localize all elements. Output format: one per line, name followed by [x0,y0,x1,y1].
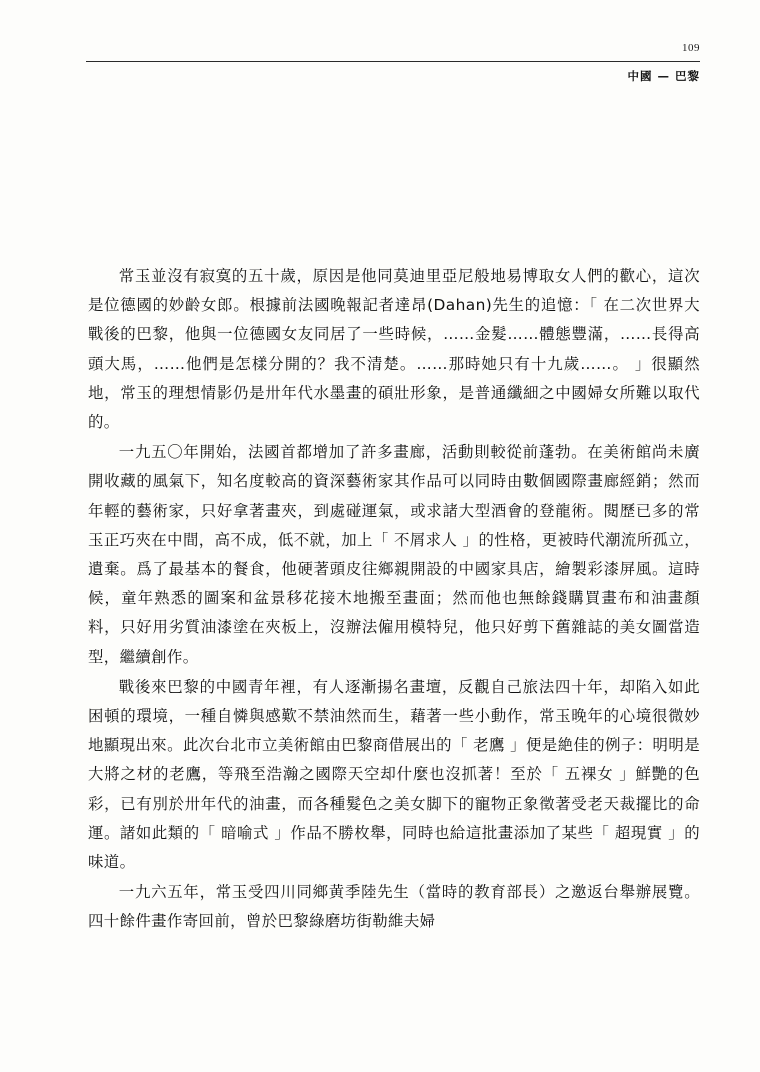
body-text [88,262,700,938]
paragraph: 戰後來巴黎的中國青年裡，有人逐漸揚名畫壇，反觀自己旅法四十年，却陷入如此困頓的環境，一種自憐與感歎不禁油然而生，藉著一些小動作，常玉晚年的心境很微妙地顯現出來。此次台北市立美術館由巴黎商借展出的「 老鷹 」便是絶佳的例子：明明是大將之材的老鷹，等飛至浩瀚之國際天空却什麼也沒抓著！至於「 五裸女 」鮮艷的色彩，已有別於卅年代的油畫，而各種髮色之美女脚下的寵物正象徵著受老天裁擺比的命運。諸如此類的「 暗喻式 」作品不勝枚舉，同時也給這批畫添加了某些「 超現實 」的味道。 [88,677,700,872]
paragraph: 常玉並沒有寂寞的五十歲，原因是他同莫迪里亞尼般地易博取女人們的歡心，這次是位德國的妙齡女郎。根據前法國晚報記者達昂(Dahan)先生的追憶：「 在二次世界大戰後的巴黎，他與一位德國女友同居了一些時候，……金髮……體態豐滿，……長得高頭大馬，……他們是怎樣分開的？我不清楚。……那時她只有十九歲……。 」很顯然地，常玉的理想情影仍是卅年代水墨畫的碩壯形象，是普通纖細之中國婦女所難以取代的。 [88,267,700,432]
page-number: 109 [682,42,700,54]
page-content-area [88,0,700,1072]
header-divider [86,61,700,62]
paragraph: 一九六五年，常玉受四川同鄉黄季陸先生（當時的教育部長）之邀返台舉辦展覽。四十餘件畫作寄回前，曾於巴黎綠磨坊街勒維夫婦 [88,883,700,931]
paragraph: 一九五〇年開始，法國首都增加了許多畫廊，活動則較從前蓬勃。在美術館尚未廣開收藏的風氣下，知名度較高的資深藝術家其作品可以同時由數個國際畫廊經銷；然而年輕的藝術家，只好拿著畫夾，到處碰運氣，或求諸大型酒會的登龍術。閱歷已多的常玉正巧夾在中間，高不成，低不就，加上「 不屑求人 」的性格，更被時代潮流所孤立，遺棄。爲了最基本的餐食，他硬著頭皮往鄉親開設的中國家具店，繪製彩漆屏風。這時候，童年熟悉的圖案和盆景移花接木地搬至畫面；然而他也無餘錢購買畫布和油畫顏料，只好用劣質油漆塗在夾板上，沒辦法僱用模特兒，他只好剪下舊雜誌的美女圖當造型，繼續創作。 [88,443,700,666]
running-head: 中國 — 巴黎 [627,69,700,83]
